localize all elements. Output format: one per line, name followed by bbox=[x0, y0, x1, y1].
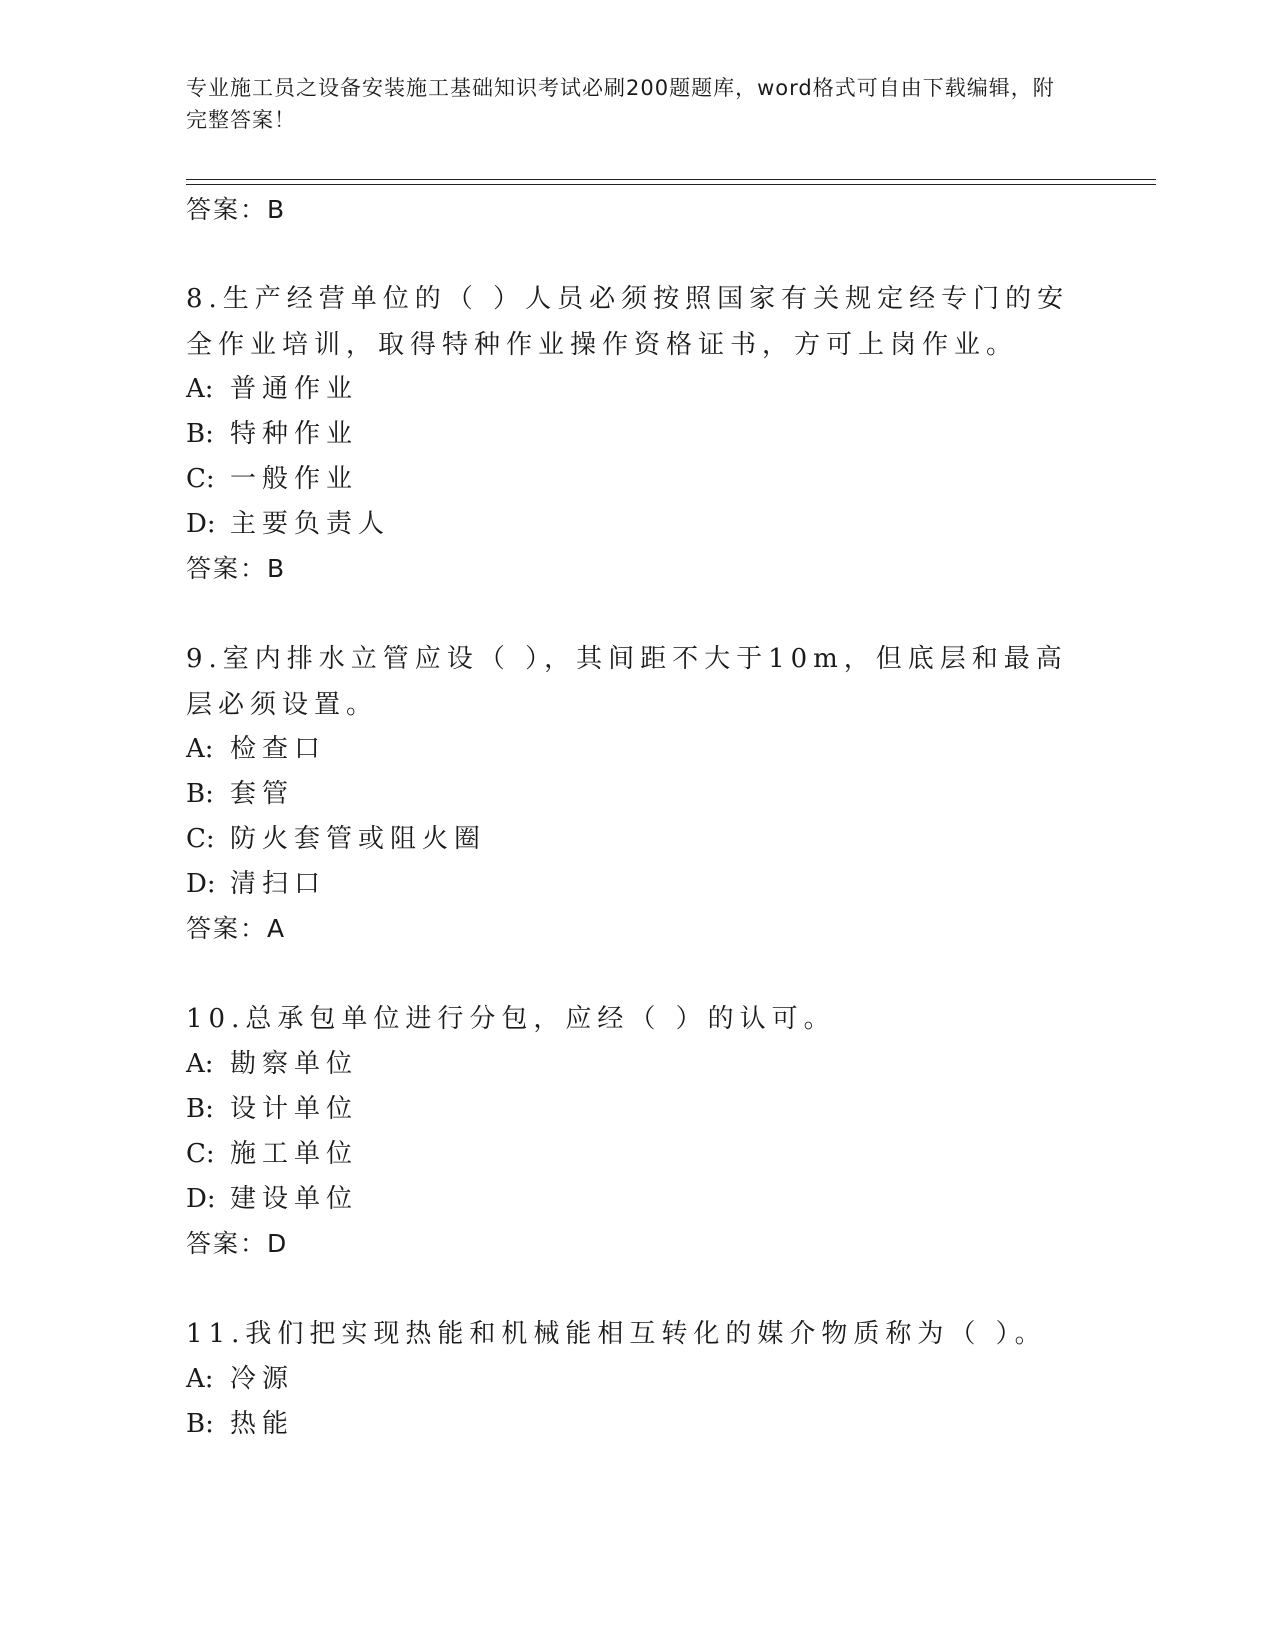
option-text: 建设单位 bbox=[230, 1184, 359, 1214]
option-text: 一般作业 bbox=[230, 464, 359, 494]
page-header: 专业施工员之设备安装施工基础知识考试必刷200题题库，word格式可自由下载编辑，附完整答案！ bbox=[186, 76, 1055, 132]
option-text: 普通作业 bbox=[230, 374, 359, 404]
option-letter: B: bbox=[186, 1094, 214, 1124]
option-letter: D: bbox=[186, 509, 216, 539]
question-10-option-d bbox=[186, 1182, 358, 1216]
option-letter: A: bbox=[186, 1049, 214, 1079]
option-letter: A: bbox=[186, 1364, 214, 1394]
option-letter: A: bbox=[186, 374, 214, 404]
question-9-option-a bbox=[186, 732, 326, 766]
question-9-option-b bbox=[186, 777, 294, 811]
header-rule-bottom bbox=[186, 184, 1156, 185]
question-11-text: 11.我们把实现热能和机械能相互转化的媒介物质称为（ ）。 bbox=[186, 1319, 1047, 1349]
option-letter: B: bbox=[186, 779, 214, 809]
header-rule-top bbox=[186, 179, 1156, 180]
option-text: 勘察单位 bbox=[230, 1049, 359, 1079]
option-text: 设计单位 bbox=[230, 1094, 359, 1124]
answer-q8: 答案：B bbox=[186, 554, 287, 583]
option-letter: C: bbox=[186, 824, 215, 854]
question-10-option-c bbox=[186, 1137, 358, 1171]
option-letter: C: bbox=[186, 464, 215, 494]
question-10-option-a bbox=[186, 1047, 358, 1081]
question-9-option-d bbox=[186, 867, 326, 901]
question-8-option-c bbox=[186, 462, 358, 496]
option-letter: B: bbox=[186, 1409, 214, 1439]
option-letter: B: bbox=[186, 419, 214, 449]
question-11-option-a bbox=[186, 1362, 294, 1396]
option-text: 冷源 bbox=[230, 1364, 295, 1394]
option-letter: A: bbox=[186, 734, 214, 764]
option-letter: C: bbox=[186, 1139, 215, 1169]
question-9-option-c bbox=[186, 822, 486, 856]
option-text: 清扫口 bbox=[230, 869, 327, 899]
question-8-option-a bbox=[186, 372, 358, 406]
question-11-option-b bbox=[186, 1407, 294, 1441]
option-text: 防火套管或阻火圈 bbox=[230, 824, 487, 854]
question-8-option-d bbox=[186, 507, 390, 541]
answer-q7: 答案：B bbox=[186, 195, 287, 224]
option-text: 特种作业 bbox=[230, 419, 359, 449]
option-text: 热能 bbox=[230, 1409, 295, 1439]
option-text: 施工单位 bbox=[230, 1139, 359, 1169]
question-8-text: 8.生产经营单位的（ ）人员必须按照国家有关规定经专门的安全作业培训，取得特种作业操作资格证书，方可上岗作业。 bbox=[186, 284, 1070, 360]
answer-q9: 答案：A bbox=[186, 914, 287, 943]
question-10-text: 10.总承包单位进行分包，应经（ ）的认可。 bbox=[186, 1004, 836, 1034]
option-text: 主要负责人 bbox=[230, 509, 391, 539]
option-letter: D: bbox=[186, 869, 216, 899]
question-8-option-b bbox=[186, 417, 358, 451]
question-10-option-b bbox=[186, 1092, 358, 1126]
option-letter: D: bbox=[186, 1184, 216, 1214]
option-text: 套管 bbox=[230, 779, 295, 809]
question-9-text: 9.室内排水立管应设（ ），其间距不大于10m，但底层和最高层必须设置。 bbox=[186, 644, 1068, 720]
option-text: 检查口 bbox=[230, 734, 327, 764]
answer-q10: 答案：D bbox=[186, 1229, 289, 1258]
